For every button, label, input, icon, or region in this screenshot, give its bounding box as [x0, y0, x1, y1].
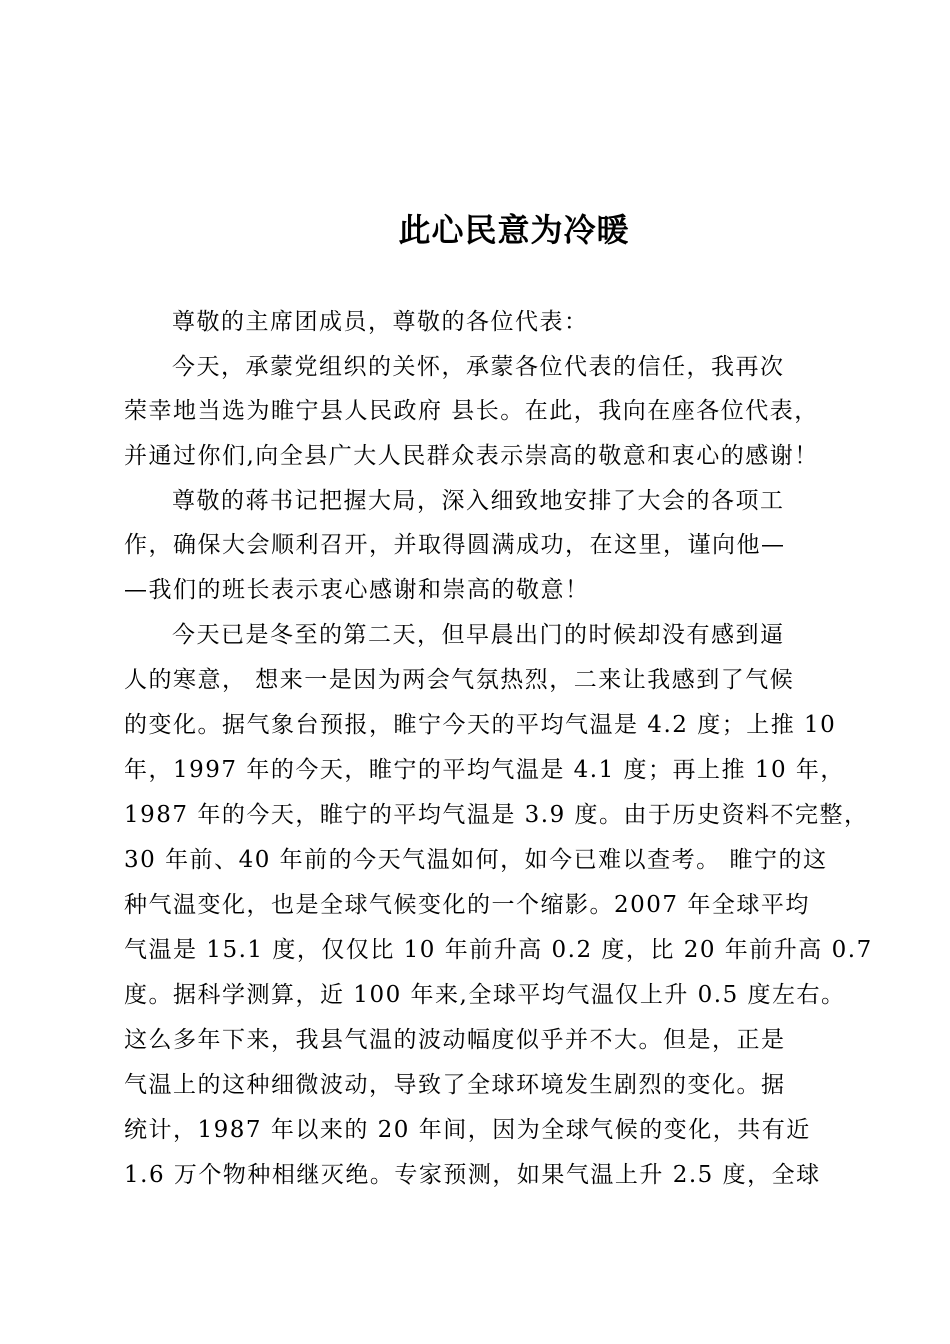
paragraph-line: 1.6 万个物种相继灭绝。专家预测，如果气温上升 2.5 度，全球 — [124, 1162, 821, 1188]
paragraph-line: 1987 年的今天，睢宁的平均气温是 3.9 度。由于历史资料不完整， — [124, 802, 869, 828]
paragraph-line: 度。据科学测算，近 100 年来,全球平均气温仅上升 0.5 度左右。 — [124, 982, 846, 1008]
paragraph-line: 人的寒意， 想来一是因为两会气氛热烈，二来让我感到了气候 — [124, 667, 795, 693]
paragraph-line: 今天已是冬至的第二天，但早晨出门的时候却没有感到逼 — [172, 622, 785, 648]
paragraph-line: 气温是 15.1 度，仅仅比 10 年前升高 0.2 度，比 20 年前升高 0.7 — [124, 937, 873, 963]
paragraph-line: 作，确保大会顺利召开，并取得圆满成功，在这里，谨向他— — [124, 532, 786, 558]
paragraph-line: 统计，1987 年以来的 20 年间，因为全球气候的变化，共有近 — [124, 1117, 811, 1143]
paragraph-line: 30 年前、40 年前的今天气温如何，如今已难以查考。 睢宁的这 — [124, 847, 828, 873]
paragraph-line: 气温上的这种细微波动，导致了全球环境发生剧烈的变化。据 — [124, 1072, 786, 1098]
document-title: 此心民意为冷暖 — [398, 211, 630, 249]
salutation-line: 尊敬的主席团成员，尊敬的各位代表： — [172, 309, 589, 335]
paragraph-line: 荣幸地当选为睢宁县人民政府 县长。在此，我向在座各位代表， — [124, 398, 819, 424]
paragraph-line: 年，1997 年的今天，睢宁的平均气温是 4.1 度；再上推 10 年， — [124, 757, 845, 783]
paragraph-line: 种气温变化，也是全球气候变化的一个缩影。2007 年全球平均 — [124, 892, 810, 918]
paragraph-line: 这么多年下来，我县气温的波动幅度似乎并不大。但是，正是 — [124, 1027, 786, 1053]
paragraph-line: —我们的班长表示衷心感谢和崇高的敬意！ — [124, 577, 590, 603]
paragraph-line: 的变化。据气象台预报，睢宁今天的平均气温是 4.2 度；上推 10 — [124, 712, 837, 738]
paragraph-line: 尊敬的蒋书记把握大局，深入细致地安排了大会的各项工 — [172, 488, 785, 514]
paragraph-line: 今天，承蒙党组织的关怀，承蒙各位代表的信任，我再次 — [172, 354, 785, 380]
paragraph-line: 并通过你们,向全县广大人民群众表示崇高的敬意和衷心的感谢！ — [124, 443, 819, 469]
